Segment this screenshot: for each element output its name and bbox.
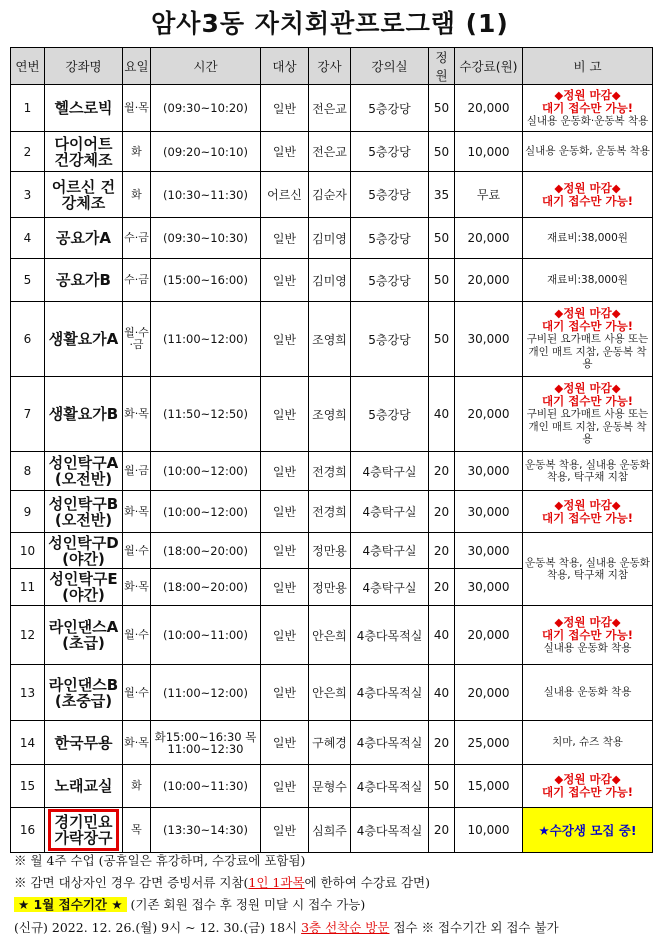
footnote-discount xyxy=(14,873,430,891)
header-teacher: 강사 xyxy=(309,48,351,85)
note-text: 실내용 운동화·운동복 착용 xyxy=(526,114,649,127)
cell-room: 4층탁구실 xyxy=(351,533,429,569)
cell-teacher: 조영희 xyxy=(309,377,351,452)
cell-teacher: 전경희 xyxy=(309,491,351,533)
cell-day: 월·수 xyxy=(123,665,151,721)
closed-label: ◆정원 마감◆ xyxy=(554,180,621,195)
cell-course: 한국무용 xyxy=(45,721,123,765)
cell-fee: 10,000 xyxy=(455,808,523,853)
cell-day: 화 xyxy=(123,172,151,218)
table-row xyxy=(11,491,653,533)
cell-target: 일반 xyxy=(261,452,309,491)
cell-no: 16 xyxy=(11,808,45,853)
header-no: 연번 xyxy=(11,48,45,85)
cell-no: 11 xyxy=(11,569,45,606)
cell-day: 화 xyxy=(123,765,151,808)
header-capacity: 정원 xyxy=(429,48,455,85)
cell-course: 공요가B xyxy=(45,259,123,302)
cell-no: 5 xyxy=(11,259,45,302)
cell-time: (09:30~10:30) xyxy=(151,218,261,259)
cell-course: 노래교실 xyxy=(45,765,123,808)
header-target: 대상 xyxy=(261,48,309,85)
schedule-highlight: 3층 선착순 방문 xyxy=(301,920,390,935)
cell-target: 일반 xyxy=(261,665,309,721)
cell-note: 실내용 운동화, 운동복 착용 xyxy=(523,132,653,172)
cell-time: (15:00~16:00) xyxy=(151,259,261,302)
cell-room: 5층강당 xyxy=(351,132,429,172)
cell-time: (09:20~10:10) xyxy=(151,132,261,172)
cell-time: (13:30~14:30) xyxy=(151,808,261,853)
cell-room: 5층강당 xyxy=(351,172,429,218)
cell-course xyxy=(45,808,123,853)
cell-day: 화·목 xyxy=(123,569,151,606)
cell-teacher: 안은희 xyxy=(309,606,351,665)
cell-target: 일반 xyxy=(261,85,309,132)
cell-teacher: 정만용 xyxy=(309,533,351,569)
cell-fee: 20,000 xyxy=(455,665,523,721)
cell-day: 월·수 xyxy=(123,533,151,569)
cell-note: 실내용 운동화 착용 xyxy=(523,665,653,721)
schedule-text-a: (신규) 2022. 12. 26.(월) 9시 ~ 12. 30.(금) 18시 xyxy=(14,920,302,935)
cell-course: 라인댄스B (초중급) xyxy=(45,665,123,721)
cell-time: (18:00~20:00) xyxy=(151,533,261,569)
cell-course: 다이어트 건강체조 xyxy=(45,132,123,172)
cell-room: 4층다목적실 xyxy=(351,765,429,808)
program-table xyxy=(10,47,653,853)
cell-target: 어르신 xyxy=(261,172,309,218)
cell-note xyxy=(523,765,653,808)
cell-capacity: 40 xyxy=(429,665,455,721)
footnote-discount-a: ※ 감면 대상자인 경우 감면 증빙서류 지참( xyxy=(14,875,249,890)
cell-note xyxy=(523,172,653,218)
cell-teacher: 문형수 xyxy=(309,765,351,808)
cell-day: 화·목 xyxy=(123,721,151,765)
cell-note xyxy=(523,85,653,132)
cell-no: 10 xyxy=(11,533,45,569)
cell-time: (11:00~12:00) xyxy=(151,665,261,721)
cell-fee: 무료 xyxy=(455,172,523,218)
cell-room: 4층탁구실 xyxy=(351,452,429,491)
cell-no: 15 xyxy=(11,765,45,808)
cell-target: 일반 xyxy=(261,218,309,259)
cell-capacity: 35 xyxy=(429,172,455,218)
cell-no: 1 xyxy=(11,85,45,132)
cell-teacher: 전은교 xyxy=(309,85,351,132)
cell-course: 헬스로빅 xyxy=(45,85,123,132)
cell-time: (10:00~12:00) xyxy=(151,491,261,533)
table-row xyxy=(11,808,653,853)
cell-capacity: 50 xyxy=(429,765,455,808)
cell-teacher: 조영희 xyxy=(309,302,351,377)
cell-teacher: 전경희 xyxy=(309,452,351,491)
cell-capacity: 50 xyxy=(429,85,455,132)
cell-teacher: 전은교 xyxy=(309,132,351,172)
cell-fee: 20,000 xyxy=(455,259,523,302)
cell-no: 12 xyxy=(11,606,45,665)
header-course: 강좌명 xyxy=(45,48,123,85)
cell-room: 5층강당 xyxy=(351,259,429,302)
cell-no: 4 xyxy=(11,218,45,259)
cell-fee: 30,000 xyxy=(455,302,523,377)
cell-capacity: 20 xyxy=(429,721,455,765)
cell-teacher: 김순자 xyxy=(309,172,351,218)
table-row xyxy=(11,765,653,808)
cell-room: 4층다목적실 xyxy=(351,606,429,665)
table-row xyxy=(11,259,653,302)
cell-no: 13 xyxy=(11,665,45,721)
waitlist-label: 대기 접수만 가능! xyxy=(541,394,633,409)
table-header-row xyxy=(11,48,653,85)
note-text: 구비된 요가매트 사용 또는 개인 매트 지참, 운동복 착용 xyxy=(526,408,649,446)
table-row xyxy=(11,85,653,132)
closed-label: ◆정원 마감◆ xyxy=(554,87,621,102)
cell-target: 일반 xyxy=(261,721,309,765)
cell-target: 일반 xyxy=(261,491,309,533)
cell-room: 4층탁구실 xyxy=(351,491,429,533)
table-row xyxy=(11,665,653,721)
cell-capacity: 20 xyxy=(429,533,455,569)
cell-fee: 10,000 xyxy=(455,132,523,172)
cell-room: 4층다목적실 xyxy=(351,665,429,721)
cell-fee: 30,000 xyxy=(455,452,523,491)
closed-label: ◆정원 마감◆ xyxy=(554,381,621,396)
table-row xyxy=(11,172,653,218)
cell-target: 일반 xyxy=(261,302,309,377)
cell-fee: 20,000 xyxy=(455,85,523,132)
cell-target: 일반 xyxy=(261,533,309,569)
cell-room: 4층탁구실 xyxy=(351,569,429,606)
cell-day: 월·목 xyxy=(123,85,151,132)
cell-capacity: 40 xyxy=(429,606,455,665)
cell-time: (11:00~12:00) xyxy=(151,302,261,377)
cell-capacity: 50 xyxy=(429,218,455,259)
footnote-schedule xyxy=(14,918,559,936)
note-text: 구비된 요가매트 사용 또는 개인 매트 지참, 운동복 착용 xyxy=(526,333,649,371)
footnote-monthly: ※ 월 4주 수업 (공휴일은 휴강하며, 수강료에 포함됨) xyxy=(14,853,306,868)
table-row xyxy=(11,218,653,259)
cell-course: 생활요가A xyxy=(45,302,123,377)
cell-no: 9 xyxy=(11,491,45,533)
cell-day: 수·금 xyxy=(123,218,151,259)
cell-course: 어르신 건강체조 xyxy=(45,172,123,218)
cell-teacher: 안은희 xyxy=(309,665,351,721)
cell-no: 14 xyxy=(11,721,45,765)
cell-fee: 30,000 xyxy=(455,491,523,533)
cell-course: 라인댄스A (초급) xyxy=(45,606,123,665)
cell-no: 7 xyxy=(11,377,45,452)
cell-target: 일반 xyxy=(261,259,309,302)
cell-time: (18:00~20:00) xyxy=(151,569,261,606)
cell-fee: 15,000 xyxy=(455,765,523,808)
cell-course: 성인탁구D (야간) xyxy=(45,533,123,569)
waitlist-label: 대기 접수만 가능! xyxy=(541,319,633,334)
footnote-discount-highlight: 1인 1과목 xyxy=(248,875,305,890)
cell-day: 화·목 xyxy=(123,377,151,452)
cell-teacher: 심희주 xyxy=(309,808,351,853)
cell-capacity: 50 xyxy=(429,302,455,377)
cell-teacher: 정만용 xyxy=(309,569,351,606)
closed-label: ◆정원 마감◆ xyxy=(554,497,621,512)
table-row xyxy=(11,132,653,172)
cell-teacher: 김미영 xyxy=(309,259,351,302)
cell-capacity: 20 xyxy=(429,452,455,491)
cell-target: 일반 xyxy=(261,606,309,665)
cell-target: 일반 xyxy=(261,377,309,452)
waitlist-label: 대기 접수만 가능! xyxy=(541,627,633,642)
cell-day: 화·목 xyxy=(123,491,151,533)
cell-capacity: 50 xyxy=(429,259,455,302)
cell-capacity: 20 xyxy=(429,491,455,533)
footnote-discount-b: 에 한하여 수강료 감면) xyxy=(304,875,431,890)
header-fee: 수강료(원) xyxy=(455,48,523,85)
cell-note: 재료비:38,000원 xyxy=(523,218,653,259)
header-room: 강의실 xyxy=(351,48,429,85)
cell-day: 수·금 xyxy=(123,259,151,302)
cell-capacity: 40 xyxy=(429,377,455,452)
cell-time: (10:30~11:30) xyxy=(151,172,261,218)
cell-note: 운동복 착용, 실내용 운동화 착용, 탁구채 지참 xyxy=(523,452,653,491)
cell-day: 월·금 xyxy=(123,452,151,491)
footnote-registration xyxy=(14,895,365,913)
cell-course: 성인탁구B (오전반) xyxy=(45,491,123,533)
cell-target: 일반 xyxy=(261,132,309,172)
cell-no: 2 xyxy=(11,132,45,172)
cell-capacity: 20 xyxy=(429,808,455,853)
cell-room: 5층강당 xyxy=(351,302,429,377)
cell-room: 4층다목적실 xyxy=(351,808,429,853)
cell-no: 3 xyxy=(11,172,45,218)
cell-course: 성인탁구E (야간) xyxy=(45,569,123,606)
cell-fee: 20,000 xyxy=(455,218,523,259)
cell-day: 목 xyxy=(123,808,151,853)
cell-target: 일반 xyxy=(261,808,309,853)
cell-note xyxy=(523,491,653,533)
closed-label: ◆정원 마감◆ xyxy=(554,772,621,786)
cell-day: 화 xyxy=(123,132,151,172)
page-title: 암사3동 자치회관프로그램 (1) xyxy=(151,9,509,38)
cell-room: 4층다목적실 xyxy=(351,721,429,765)
waitlist-label: 대기 접수만 가능! xyxy=(541,510,633,525)
registration-note: (기존 회원 접수 후 정원 미달 시 접수 가능) xyxy=(126,897,366,912)
cell-course: 공요가A xyxy=(45,218,123,259)
cell-teacher: 구혜경 xyxy=(309,721,351,765)
registration-period-badge: ★ 1월 접수기간 ★ xyxy=(14,897,127,912)
waitlist-label: 대기 접수만 가능! xyxy=(541,193,633,208)
cell-note xyxy=(523,377,653,452)
cell-room: 5층강당 xyxy=(351,85,429,132)
cell-fee: 20,000 xyxy=(455,606,523,665)
cell-note: 재료비:38,000원 xyxy=(523,259,653,302)
table-row xyxy=(11,721,653,765)
cell-time: (09:30~10:20) xyxy=(151,85,261,132)
recruiting-badge: ★수강생 모집 중! xyxy=(523,808,653,853)
cell-time: (10:00~12:00) xyxy=(151,452,261,491)
cell-fee: 20,000 xyxy=(455,377,523,452)
cell-day: 월·수·금 xyxy=(123,302,151,377)
waitlist-label: 대기 접수만 가능! xyxy=(541,100,633,115)
highlighted-course-name: 경기민요 가락장구 xyxy=(48,809,119,851)
cell-room: 5층강당 xyxy=(351,218,429,259)
closed-label: ◆정원 마감◆ xyxy=(554,614,621,629)
cell-time: (10:00~11:30) xyxy=(151,765,261,808)
cell-teacher: 김미영 xyxy=(309,218,351,259)
cell-fee: 30,000 xyxy=(455,569,523,606)
table-row xyxy=(11,606,653,665)
cell-time: (10:00~11:00) xyxy=(151,606,261,665)
cell-capacity: 50 xyxy=(429,132,455,172)
cell-capacity: 20 xyxy=(429,569,455,606)
table-row xyxy=(11,533,653,569)
cell-target: 일반 xyxy=(261,569,309,606)
cell-time: (11:50~12:50) xyxy=(151,377,261,452)
cell-course: 성인탁구A (오전반) xyxy=(45,452,123,491)
waitlist-label: 대기 접수만 가능! xyxy=(541,785,633,799)
cell-note: 운동복 착용, 실내용 운동화 착용, 탁구채 지참 xyxy=(523,533,653,606)
table-row xyxy=(11,302,653,377)
closed-label: ◆정원 마감◆ xyxy=(554,306,621,321)
note-text: 실내용 운동화 착용 xyxy=(543,641,632,654)
cell-fee: 30,000 xyxy=(455,533,523,569)
cell-time: 화15:00~16:30 목11:00~12:30 xyxy=(151,721,261,765)
cell-fee: 25,000 xyxy=(455,721,523,765)
table-row xyxy=(11,377,653,452)
cell-target: 일반 xyxy=(261,765,309,808)
cell-no: 6 xyxy=(11,302,45,377)
cell-no: 8 xyxy=(11,452,45,491)
header-day: 요일 xyxy=(123,48,151,85)
cell-note xyxy=(523,606,653,665)
cell-day: 월·수 xyxy=(123,606,151,665)
cell-note: 치마, 슈즈 착용 xyxy=(523,721,653,765)
table-row xyxy=(11,452,653,491)
header-note: 비 고 xyxy=(523,48,653,85)
cell-room: 5층강당 xyxy=(351,377,429,452)
cell-note xyxy=(523,302,653,377)
schedule-text-b: 접수 ※ 접수기간 외 접수 불가 xyxy=(389,920,559,935)
cell-course: 생활요가B xyxy=(45,377,123,452)
header-time: 시간 xyxy=(151,48,261,85)
